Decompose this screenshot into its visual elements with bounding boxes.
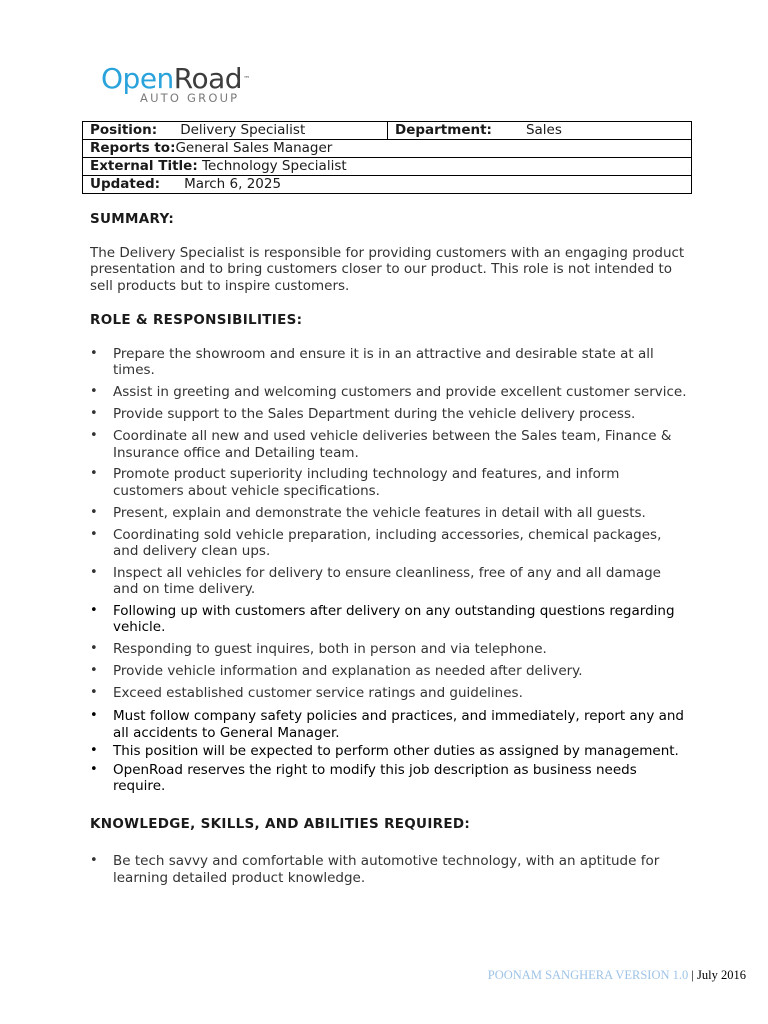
updated-cell bbox=[83, 176, 692, 194]
department-label: Department: bbox=[395, 122, 492, 138]
list-item-text: Prepare the showroom and ensure it is in an attractive and desirable state at all times. bbox=[113, 345, 654, 378]
bullet-icon: • bbox=[90, 564, 98, 580]
table-row bbox=[83, 158, 692, 176]
list-item-text: OpenRoad reserves the right to modify this job description as business needs require. bbox=[113, 761, 637, 794]
document-body bbox=[90, 211, 690, 886]
list-item-text: Must follow company safety policies and practices, and immediately, report any and all accidents to General Manager. bbox=[113, 708, 684, 741]
bullet-icon: • bbox=[90, 743, 98, 758]
list-item-text: Provide support to the Sales Department during the vehicle delivery process. bbox=[113, 405, 636, 422]
list-item-text: Following up with customers after delivery on any outstanding questions regarding vehicle. bbox=[113, 602, 675, 635]
bullet-icon: • bbox=[90, 383, 98, 399]
list-item-text: Promote product superiority including technology and features, and inform customers about vehicle specifications. bbox=[113, 466, 620, 499]
list-item bbox=[90, 853, 690, 886]
table-row bbox=[83, 122, 692, 140]
bullet-icon: • bbox=[90, 640, 98, 656]
list-item-text: Provide vehicle information and explanation as needed after delivery. bbox=[113, 663, 583, 679]
logo-subtitle: AUTO GROUP bbox=[140, 91, 240, 105]
list-item-text: Inspect all vehicles for delivery to ensure cleanliness, free of any and all damage and on time delivery. bbox=[113, 564, 661, 597]
ksa-list bbox=[90, 853, 690, 886]
department-value: Sales bbox=[525, 122, 562, 138]
list-item-text: Assist in greeting and welcoming customers and provide excellent customer service. bbox=[113, 383, 687, 400]
updated-label: Updated: bbox=[90, 176, 161, 192]
list-item-text: Responding to guest inquires, both in person and via telephone. bbox=[113, 640, 547, 657]
external-title-label: External Title: bbox=[90, 158, 198, 174]
logo-wordmark: OpenRoad™ bbox=[101, 62, 250, 95]
reports-cell bbox=[83, 140, 692, 158]
bullet-icon: • bbox=[90, 405, 98, 421]
bullet-icon: • bbox=[90, 428, 98, 443]
list-item bbox=[90, 743, 690, 760]
ksa-heading: KNOWLEDGE, SKILLS, AND ABILITIES REQUIRED: bbox=[90, 815, 471, 832]
list-item bbox=[90, 428, 690, 461]
bullet-icon: • bbox=[90, 853, 98, 868]
list-item-text: Be tech savvy and comfortable with automotive technology, with an aptitude for learning detailed product knowledge. bbox=[113, 853, 660, 886]
summary-text: The Delivery Specialist is responsible for providing customers with an engaging product presentation and to bring customers closer to our product. This role is not intended to sell products but to inspire customers. bbox=[90, 244, 685, 294]
list-item bbox=[90, 527, 690, 560]
list-item bbox=[90, 406, 690, 423]
bullet-icon: • bbox=[90, 602, 98, 618]
bullet-icon: • bbox=[90, 761, 98, 777]
reports-label: Reports to: bbox=[90, 140, 176, 156]
bullet-icon: • bbox=[90, 684, 98, 700]
bullet-icon: • bbox=[90, 708, 98, 723]
external-title-value: Technology Specialist bbox=[202, 158, 347, 174]
bullet-icon: • bbox=[90, 505, 98, 520]
bullet-icon: • bbox=[90, 345, 98, 361]
list-item bbox=[90, 565, 690, 598]
footer-separator: | bbox=[688, 968, 698, 982]
list-item bbox=[90, 685, 690, 702]
position-label: Position: bbox=[90, 122, 158, 138]
bullet-icon: • bbox=[90, 526, 98, 542]
footer-author-version: POONAM SANGHERA VERSION 1.0 bbox=[487, 968, 689, 982]
list-item bbox=[90, 346, 690, 379]
list-item bbox=[90, 762, 690, 795]
openroad-logo bbox=[101, 64, 250, 105]
bullet-icon: • bbox=[90, 663, 98, 678]
roles-list bbox=[90, 346, 690, 795]
list-item bbox=[90, 641, 690, 658]
summary-heading: SUMMARY: bbox=[90, 211, 175, 227]
list-item-text: Coordinating sold vehicle preparation, including accessories, chemical packages, and delivery clean ups. bbox=[113, 526, 662, 559]
list-item-text: Coordinate all new and used vehicle deliveries between the Sales team, Finance & Insurance office and Detailing team. bbox=[113, 428, 672, 461]
job-info-table bbox=[82, 121, 692, 194]
list-item bbox=[90, 505, 690, 522]
roles-heading: ROLE & RESPONSIBILITIES: bbox=[90, 312, 303, 328]
list-item-text: This position will be expected to perform other duties as assigned by management. bbox=[113, 743, 679, 759]
list-item-text: Present, explain and demonstrate the vehicle features in detail with all guests. bbox=[113, 505, 646, 521]
department-cell bbox=[388, 122, 692, 140]
page-footer bbox=[488, 968, 746, 983]
reports-value: General Sales Manager bbox=[175, 140, 333, 156]
list-item bbox=[90, 603, 690, 636]
bullet-icon: • bbox=[90, 466, 98, 481]
footer-date: July 2016 bbox=[697, 968, 746, 982]
position-value: Delivery Specialist bbox=[180, 122, 306, 138]
external-title-cell bbox=[83, 158, 692, 176]
position-cell bbox=[83, 122, 388, 140]
list-item-text: Exceed established customer service ratings and guidelines. bbox=[113, 684, 523, 701]
table-row bbox=[83, 140, 692, 158]
list-item bbox=[90, 663, 690, 680]
list-item bbox=[90, 466, 690, 499]
list-item bbox=[90, 708, 690, 741]
list-item bbox=[90, 384, 690, 401]
table-row bbox=[83, 176, 692, 194]
updated-value: March 6, 2025 bbox=[184, 176, 282, 192]
